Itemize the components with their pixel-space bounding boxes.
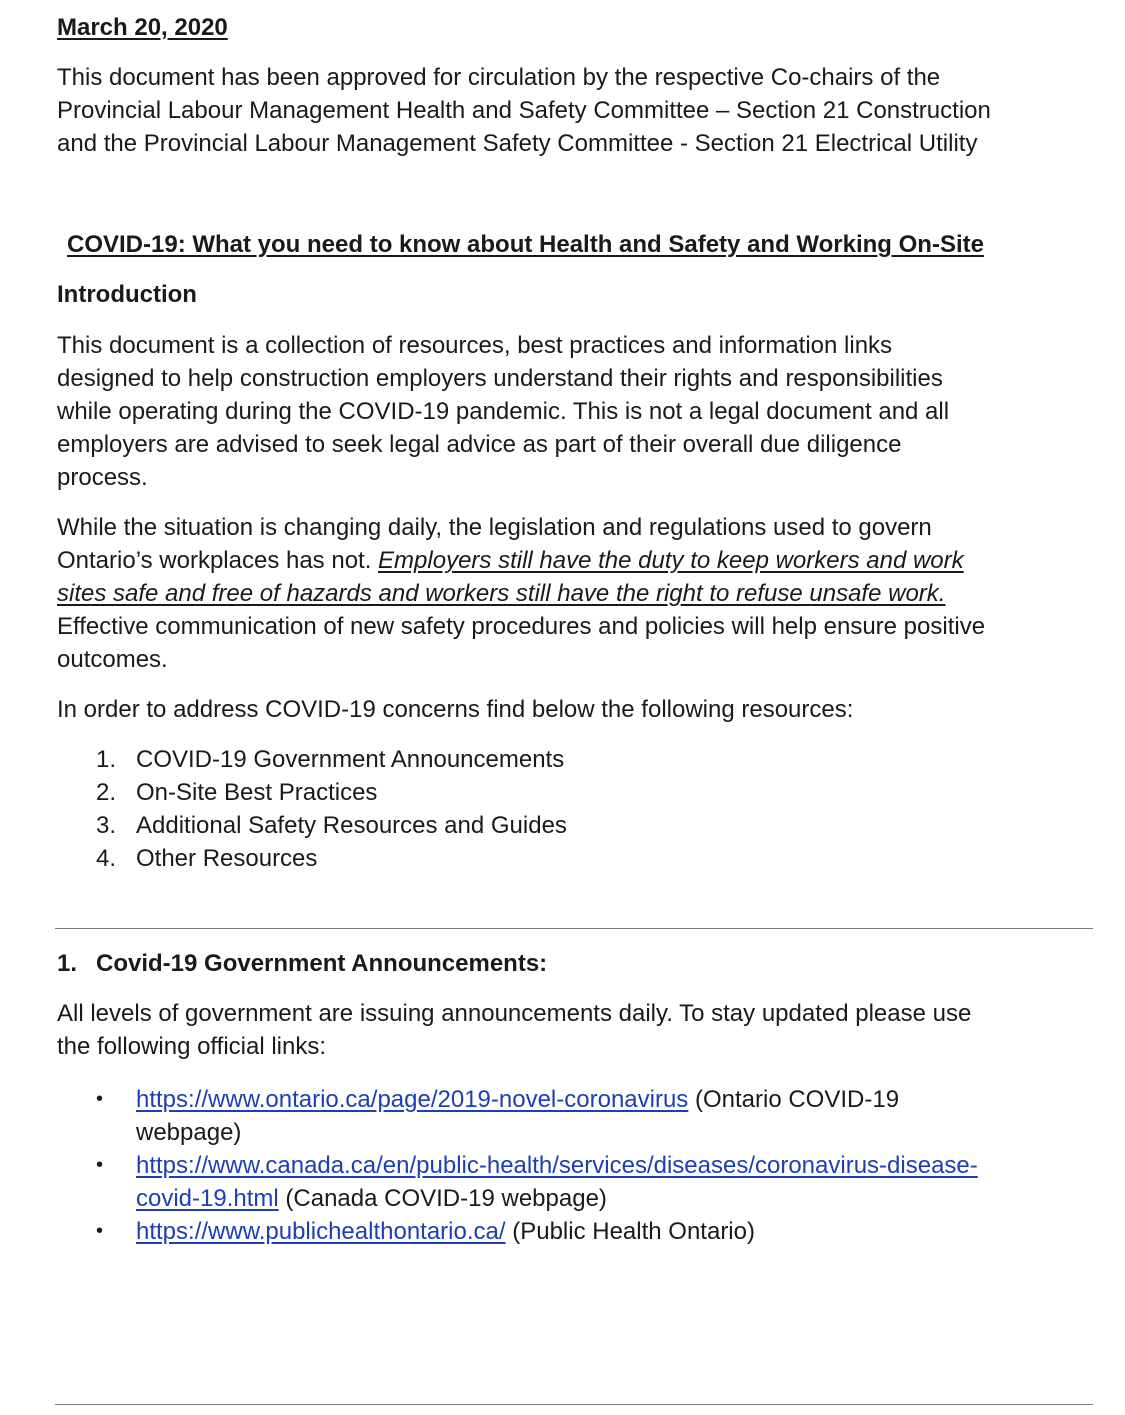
canada-covid-link-part[interactable]: covid-19.html (136, 1185, 279, 1212)
list-number: 2. (96, 779, 117, 806)
resources-list (96, 743, 567, 875)
link-description: webpage) (136, 1119, 242, 1146)
page-bottom-divider (55, 1404, 1093, 1405)
address-paragraph: In order to address COVID-19 concerns find below the following resources: (57, 696, 854, 723)
list-number: 4. (96, 845, 117, 872)
section-1-paragraph (57, 997, 1097, 1063)
section-1-line: the following official links: (57, 1033, 327, 1060)
intro-line: This document is a collection of resources, best practices and information links (57, 332, 893, 359)
situation-paragraph (57, 511, 1097, 676)
approval-line: and the Provincial Labour Management Safety Committee - Section 21 Electrical Utility (57, 130, 978, 157)
canada-covid-link-part[interactable]: https://www.canada.ca/en/public-health/services/diseases/coronavirus-disease- (136, 1152, 978, 1179)
intro-line: while operating during the COVID-19 pandemic. This is not a legal document and all (57, 398, 950, 425)
link-entry (136, 1215, 1096, 1248)
section-title: Covid-19 Government Announcements: (96, 950, 548, 977)
bullet-icon: • (96, 1220, 104, 1242)
list-item-label: Other Resources (136, 845, 318, 872)
emphasized-duty-text: Employers still have the duty to keep workers and work (378, 547, 964, 574)
public-health-ontario-link[interactable]: https://www.publichealthontario.ca/ (136, 1218, 506, 1245)
bullet-icon: • (96, 1088, 104, 1110)
section-divider (55, 928, 1093, 929)
intro-line: employers are advised to seek legal advice as part of their overall due diligence (57, 431, 902, 458)
situation-line: Ontario’s workplaces has not. (57, 547, 379, 574)
link-entry (136, 1149, 1096, 1215)
list-item (96, 842, 567, 875)
intro-heading: Introduction (57, 281, 197, 308)
situation-line: Effective communication of new safety procedures and policies will help ensure positive (57, 613, 986, 640)
link-list-item (96, 1149, 1096, 1215)
link-list-item (96, 1083, 1096, 1149)
approval-line: Provincial Labour Management Health and Safety Committee – Section 21 Construction (57, 97, 991, 124)
section-1-line: All levels of government are issuing announcements daily. To stay updated please use (57, 1000, 972, 1027)
intro-paragraph (57, 329, 1097, 494)
list-item-label: Additional Safety Resources and Guides (136, 812, 567, 839)
link-description: (Public Health Ontario) (505, 1218, 755, 1245)
official-links-list (96, 1083, 1096, 1248)
intro-line: process. (57, 464, 148, 491)
ontario-covid-link[interactable]: https://www.ontario.ca/page/2019-novel-coronavirus (136, 1086, 689, 1113)
section-1-heading (57, 947, 1097, 980)
document-date: March 20, 2020 (57, 14, 228, 41)
situation-line: While the situation is changing daily, the legislation and regulations used to govern (57, 514, 932, 541)
list-item-label: COVID-19 Government Announcements (136, 746, 565, 773)
list-number: 1. (96, 746, 117, 773)
link-description: (Canada COVID-19 webpage) (278, 1185, 607, 1212)
link-entry (136, 1083, 1096, 1149)
list-item (96, 809, 567, 842)
section-number: 1. (57, 950, 78, 977)
situation-line: outcomes. (57, 646, 168, 673)
link-list-item (96, 1215, 1096, 1248)
list-number: 3. (96, 812, 117, 839)
document-title: COVID-19: What you need to know about Health and Safety and Working On-Site (67, 231, 984, 258)
link-description: (Ontario COVID-19 (688, 1086, 900, 1113)
bullet-icon: • (96, 1154, 104, 1176)
approval-line: This document has been approved for circulation by the respective Co-chairs of the (57, 64, 941, 91)
approval-notice (57, 61, 1102, 160)
emphasized-duty-text: sites safe and free of hazards and workers still have the right to refuse unsafe work. (57, 580, 946, 607)
list-item (96, 743, 567, 776)
list-item (96, 776, 567, 809)
intro-line: designed to help construction employers understand their rights and responsibilities (57, 365, 943, 392)
list-item-label: On-Site Best Practices (136, 779, 378, 806)
